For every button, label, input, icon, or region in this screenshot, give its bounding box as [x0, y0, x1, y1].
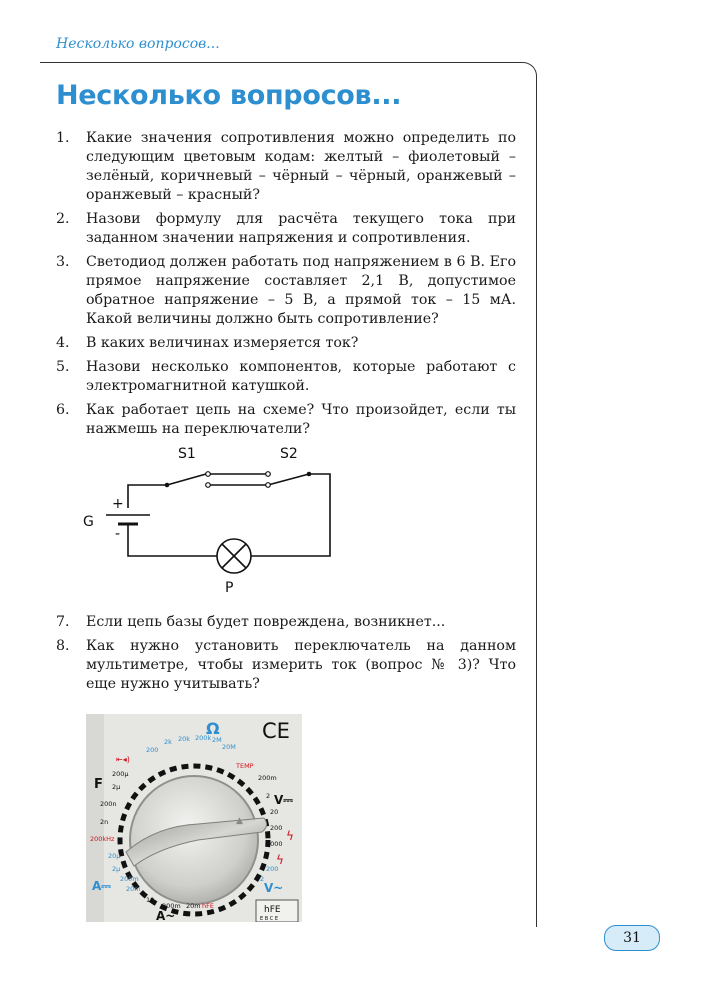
left-tick: 2µ	[112, 865, 121, 873]
ohm-tick: 200k	[195, 734, 212, 742]
question-number: 7.	[56, 614, 70, 630]
generator-label: G	[83, 514, 94, 530]
left-tick: 200µ	[112, 770, 129, 778]
ac-voltage-label: V~	[264, 881, 284, 895]
multimeter-dial	[86, 714, 302, 922]
right-tick: 2	[260, 875, 265, 883]
hfe-pins-label: E B C E	[260, 916, 279, 922]
bottom-tick: 200m	[162, 902, 181, 910]
battery-plus-label: +	[112, 496, 124, 512]
question-list-b	[56, 613, 516, 699]
battery-minus-label: -	[115, 526, 121, 542]
right-tick: 1000	[266, 840, 283, 848]
switch-s1-label: S1	[178, 446, 196, 462]
question-text: В каких величинах измеряется ток?	[86, 335, 359, 351]
svg-text:▲: ▲	[236, 816, 243, 826]
battery-symbol	[106, 515, 150, 524]
ohm-symbol: Ω	[206, 719, 220, 738]
question-number: 5.	[56, 359, 70, 375]
hfe-socket-label: hFE	[264, 905, 281, 915]
question-number: 8.	[56, 638, 70, 654]
bottom-tick: hFE	[202, 902, 214, 910]
left-tick: 200m	[120, 875, 139, 883]
question-6	[56, 401, 516, 439]
question-1	[56, 129, 516, 205]
ohm-tick: 20k	[178, 735, 191, 743]
question-number: 4.	[56, 335, 70, 351]
question-text: Как работает цепь на схеме? Что произойдет, если ты нажмешь на переключатели?	[86, 402, 516, 437]
ac-current-label: A~	[156, 909, 176, 922]
ohm-tick: 2k	[164, 738, 172, 746]
dc-current-label: A⎓	[92, 879, 111, 893]
question-number: 1.	[56, 130, 70, 146]
high-voltage-icon: ϟ	[276, 853, 284, 867]
lamp-symbol	[217, 539, 251, 573]
dc-voltage-label: V⎓	[274, 793, 293, 807]
left-tick: 20µ	[108, 852, 121, 860]
right-tick: 200	[266, 865, 279, 873]
question-number: 2.	[56, 211, 70, 227]
question-text: Какие значения сопротивления можно определить по следующим цветовым кодам: желтый – фиолетовый – зелёный, коричневый – чёрный – чёрный, оранжевый – оранжевый – красный?	[86, 130, 516, 203]
question-text: Назови формулу для расчёта текущего тока при заданном значении напряжения и сопротивления.	[86, 211, 516, 246]
page-number: 31	[604, 925, 660, 951]
question-7	[56, 613, 516, 632]
left-tick: 2µ	[112, 783, 121, 791]
question-5	[56, 358, 516, 396]
question-8	[56, 637, 516, 694]
question-text: Как нужно установить переключатель на данном мультиметре, чтобы измерить ток (вопрос № 3)? Что еще нужно учитывать?	[86, 638, 516, 692]
continuity-icon: ⇤◂)	[116, 755, 130, 764]
right-tick: 200	[270, 824, 283, 832]
ohm-tick: 20M	[222, 743, 236, 751]
capacitance-label: F	[94, 777, 103, 792]
circuit-diagram	[78, 438, 358, 598]
ohm-tick: 2M	[212, 736, 222, 744]
question-number: 6.	[56, 402, 70, 418]
question-text: Светодиод должен работать под напряжением в 6 В. Его прямое напряжение составляет 2,1 В, допустимое обратное напряжение – 5 В, а прямой ток – 15 мА. Какой величины должно быть сопротивление?	[86, 254, 516, 327]
high-voltage-icon: ϟ	[286, 829, 294, 843]
question-3	[56, 253, 516, 329]
ohm-tick: 200	[146, 746, 159, 754]
right-tick: 200m	[258, 774, 277, 782]
question-text: Если цепь базы будет повреждена, возникнет...	[86, 614, 446, 630]
right-tick: 20	[270, 808, 279, 816]
left-tick: 200n	[100, 800, 117, 808]
page-title: Несколько вопросов...	[56, 80, 402, 111]
lamp-label: P	[225, 580, 234, 596]
running-header: Несколько вопросов...	[56, 36, 220, 52]
question-number: 3.	[56, 254, 70, 270]
right-tick: 2	[266, 792, 271, 800]
question-2	[56, 210, 516, 248]
bottom-tick: 10	[146, 896, 155, 904]
question-4	[56, 334, 516, 353]
left-tick: 20m	[126, 885, 141, 893]
multimeter-photo	[86, 714, 302, 922]
temp-tick: TEMP	[236, 762, 254, 770]
switch-s2-label: S2	[280, 446, 298, 462]
bottom-tick: 20m	[186, 902, 201, 910]
ce-mark: CE	[262, 719, 290, 743]
frequency-tick: 200kHz	[90, 835, 115, 843]
question-text: Назови несколько компонентов, которые работают с электромагнитной катушкой.	[86, 359, 516, 394]
left-tick: 2n	[100, 818, 109, 826]
question-list-a	[56, 129, 516, 444]
circuit-wires	[128, 474, 330, 556]
